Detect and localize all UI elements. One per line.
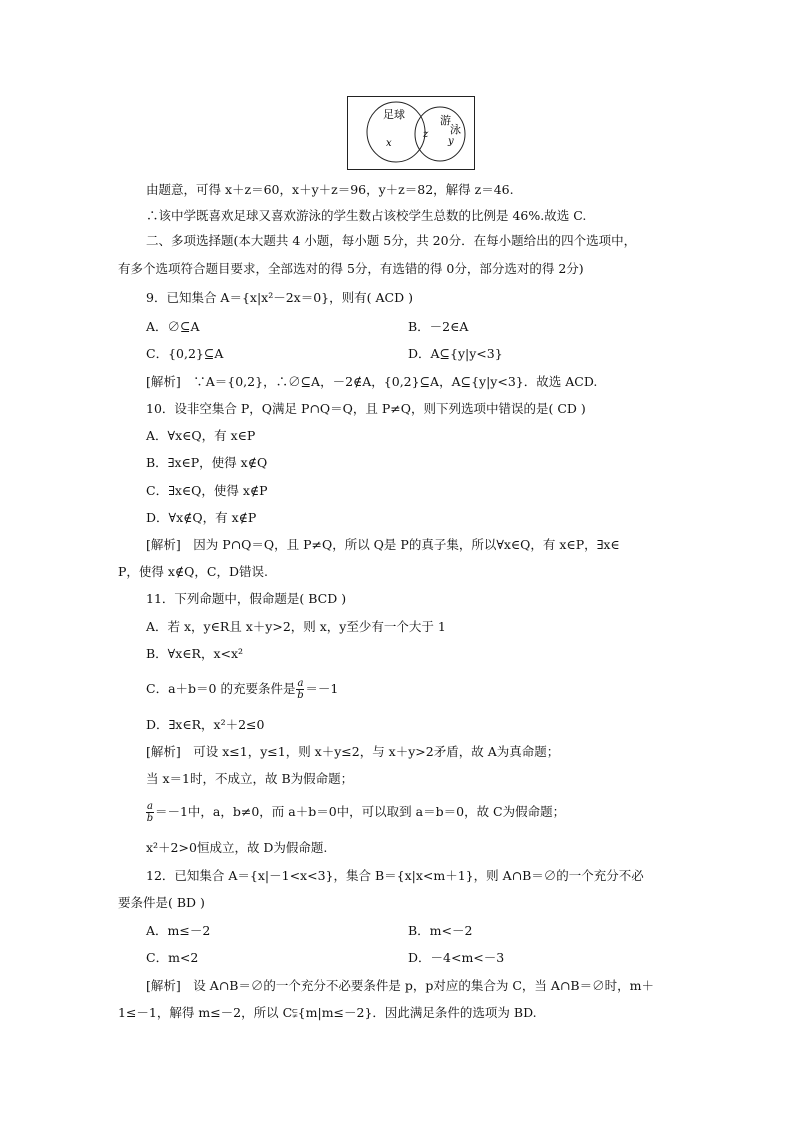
option-11c-tail: ＝－1 [305,681,339,696]
solution-11-line1: [解析] 可设 x≤1，y≤1，则 x＋y≤2，与 x＋y>2矛盾，故 A为真命题； [146,744,560,759]
venn-label-football: 足球 [383,108,405,121]
venn-label-swim-2: 泳 [450,123,461,136]
option-9d: D．A⊆{y|y<3} [408,346,503,361]
solution-12-line2: 1≤－1，解得 m≤－2，所以 C⫋{m|m≤－2}．因此满足条件的选项为 BD. [118,1005,537,1020]
option-11c-text: C．a＋b＝0 的充要条件是 [146,681,296,696]
option-9b: B．－2∈A [408,319,469,334]
solution-10-line2: P，使得 x∉Q，C，D错误. [118,564,268,579]
solution-11-line3-text: ＝－1中，a，b≠0，而 a＋b＝0中，可以取到 a＝b＝0，故 C为假命题； [154,804,566,819]
fraction-denominator: b [297,690,304,701]
fraction-denominator: b [146,813,154,824]
option-9c: C．{0,2}⊆A [146,346,224,361]
venn-var-x: x [386,138,392,149]
option-10c: C．∃x∈Q，使得 x∉P [146,483,268,498]
question-10: 10．设非空集合 P，Q满足 P∩Q＝Q，且 P≠Q，则下列选项中错误的是( CD ) [146,401,586,416]
solution-12-line1: [解析] 设 A∩B＝∅的一个充分不必要条件是 p，p对应的集合为 C，当 A∩B＝∅时，m＋ [146,978,654,993]
venn-var-z: z [423,129,429,140]
fraction-a-over-b [146,801,154,824]
option-9a: A．∅⊆A [146,319,200,334]
option-12d: D．－4<m<－3 [408,950,505,965]
venn-diagram-svg [347,96,475,170]
venn-var-y: y [448,136,454,147]
fraction-numerator: a [147,801,153,812]
solution-11-line2: 当 x＝1时，不成立，故 B为假命题； [146,771,354,786]
venn-label-swim-1: 游 [440,114,451,127]
option-11b: B．∀x∈R，x<x² [146,646,244,661]
option-10d: D．∀x∉Q，有 x∉P [146,510,257,525]
section-heading: 二、多项选择题(本大题共 4 小题，每小题 5分，共 20分．在每小题给出的四个选项中， [146,233,637,248]
option-12c: C．m<2 [146,950,199,965]
solution-11-line3 [146,801,565,824]
text-line: ∴该中学既喜欢足球又喜欢游泳的学生数占该校学生总数的比例是 46%.故选 C. [146,208,587,223]
option-10b: B．∃x∈P，使得 x∉Q [146,455,268,470]
option-11c [146,678,338,701]
option-11d: D．∃x∈R，x²＋2≤0 [146,717,265,732]
option-10a: A．∀x∈Q，有 x∈P [146,428,256,443]
fraction-numerator: a [297,678,304,689]
question-11: 11．下列命题中，假命题是( BCD ) [146,591,347,606]
question-9: 9．已知集合 A＝{x|x²－2x＝0}，则有( ACD ) [146,290,413,305]
fraction-a-over-b [296,678,304,701]
question-12-line1: 12．已知集合 A＝{x|－1<x<3}，集合 B＝{x|x<m＋1}，则 A∩B＝∅的一个充分不必 [146,868,644,883]
option-12b: B．m<－2 [408,923,473,938]
venn-diagram [347,96,475,170]
option-11a: A．若 x，y∈R且 x＋y>2，则 x，y至少有一个大于 1 [146,619,446,634]
solution-10-line1: [解析] 因为 P∩Q＝Q，且 P≠Q，所以 Q是 P的真子集，所以∀x∈Q，有 x∈P，∃x∈ [146,537,620,552]
solution-9: [解析] ∵A＝{0,2}，∴∅⊆A，－2∉A，{0,2}⊆A，A⊆{y|y<3}．故选 ACD. [146,374,598,389]
question-12-line2: 要条件是( BD ) [118,895,205,910]
text-line: 由题意，可得 x＋z＝60，x＋y＋z＝96，y＋z＝82，解得 z＝46. [146,182,514,197]
option-12a: A．m≤－2 [146,923,211,938]
section-heading-cont: 有多个选项符合题目要求，全部选对的得 5分，有选错的得 0分，部分选对的得 2分) [118,261,584,276]
solution-11-line4: x²＋2>0恒成立，故 D为假命题. [146,840,328,855]
